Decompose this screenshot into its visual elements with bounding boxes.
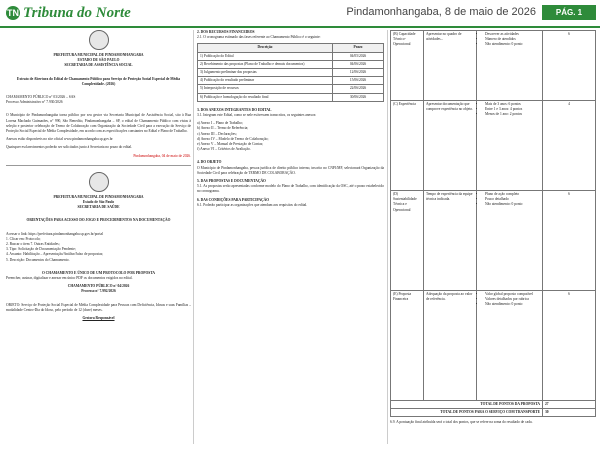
table-cell: 6) Publicação e homologação do resultado final	[198, 93, 333, 101]
column-1	[6, 30, 191, 446]
list-item: b) Anexo II – Termo de Referência;	[197, 126, 249, 131]
step: 5. Descrição: Documentos do Chamamento.	[6, 257, 70, 262]
list-item: • Não atendimento: 0 ponto	[485, 42, 540, 47]
criteria-item: (E) Proposta Financeira	[391, 291, 424, 401]
list-item: • Mais de 3 anos: 6 pontos	[485, 102, 540, 107]
table-cell: 4) Publicação do resultado preliminar	[198, 77, 333, 85]
step: 1. Clicar em: Protocolo;	[6, 236, 41, 241]
table-row	[391, 191, 596, 291]
signoff-date: Pindamonhangaba, 04 de maio de 2026.	[133, 153, 191, 158]
total-value: 27	[543, 401, 596, 409]
notice-id: CHAMAMENTO PÚBLICO n° 03/2026 – SAS	[6, 95, 76, 100]
issue-date: Pindamonhangaba, 8 de maio de 2026	[346, 6, 536, 18]
criteria-item: (C) Experiência	[391, 101, 424, 191]
paragraph: 6.1. Poderão participar as organizações que atendam aos requisitos do edital.	[197, 202, 308, 207]
process-id: Processo Administrativo n° 7.930/2026	[6, 100, 63, 105]
total-label: TOTAL DE PONTOS PARA O SERVIÇO COM TRANSPORTE	[391, 409, 543, 417]
criteria-desc: Tempo de experiência da equipe técnica indicada.	[424, 191, 477, 291]
orientation-title: ORIENTAÇÕES PARA ACESSO DO JOGO E PROCEDIMENTOS NA DOCUMENTAÇÃO	[26, 218, 171, 223]
notice-title: Extrato de Abertura do Edital de Chamamento Público para Serviço de Proteção Social Especial de Média Complexidade. (2026)	[16, 76, 181, 86]
municipal-emblem-icon	[89, 30, 109, 50]
section-heading: 2. DOS RECURSOS FINANCEIROS	[197, 30, 255, 34]
table-row	[198, 52, 384, 60]
list-item: • Número de atendidos	[485, 37, 540, 42]
criteria-desc: Apresentar no quadro de atividades...	[424, 31, 477, 101]
table-row	[391, 291, 596, 401]
list-item: • Valores detalhados por rubrica	[485, 297, 540, 302]
table-header-row	[198, 44, 384, 52]
notice-ids	[6, 95, 191, 105]
chamamento-heading: O CHAMAMENTO E ÚNICO DE UM PROTOCOLO POR PROPOSTA	[41, 270, 155, 275]
section-heading: 5. DAS PROPOSTAS E DOCUMENTAÇÃO	[197, 179, 266, 184]
logo-mark-icon: TN	[7, 8, 19, 18]
objeto-paragraph: OBJETO: Serviço de Proteção Social Especial de Média Complexidade para Pessoas com Deficiência, Idosas e suas Famílias – modalidade Centro-Dia do Idoso, pelo período de 12 (doze) meses.	[6, 302, 191, 312]
table-cell: 12/06/2026	[333, 69, 384, 77]
section-heading: 6. DAS CONDIÇÕES PARA PARTICIPAÇÃO	[197, 197, 270, 202]
org-state: Estado de São Paulo	[82, 200, 115, 205]
table-row	[391, 31, 596, 101]
org-header	[6, 53, 191, 69]
table-cell: 5) Interposição de recursos	[198, 85, 333, 93]
paragraph: O Município de Pindamonhangaba, pessoa jurídica de direito público interno, inscrito no CNPJ/MF, selecionará Organização da Sociedade Civil para celebração de TERMO DE COLABORAÇÃO.	[197, 165, 384, 175]
criteria-desc: Adequação da proposta ao valor de referência.	[424, 291, 477, 401]
notice-ids-2	[6, 284, 191, 294]
step: 4. Assunto: Habilitação – Apresentação/Análise/Juízo de propostas;	[6, 252, 104, 257]
list-item: • Plano de ação completo	[485, 192, 540, 197]
criteria-bullets	[477, 291, 543, 401]
table-row	[198, 93, 384, 101]
list-item: • Menos de 1 ano: 2 pontos	[485, 112, 540, 117]
list-item: a) Anexo I – Plano de Trabalho;	[197, 121, 243, 126]
total-row	[391, 401, 596, 409]
table-cell: 3) Julgamento preliminar das propostas	[198, 69, 333, 77]
criteria-table	[390, 30, 596, 417]
org-department: SECRETARIA DE SAÚDE	[77, 205, 120, 210]
org-header-2	[6, 195, 191, 211]
list-item: • Entre 1 e 3 anos: 4 pontos	[485, 107, 540, 112]
table-cell: 30/06/2026	[333, 93, 384, 101]
criteria-bullets	[477, 191, 543, 291]
list-item: d) Anexo IV – Modelo de Termo de Colaboração;	[197, 136, 269, 141]
page-number-badge: PÁG. 1	[542, 5, 596, 20]
table-row	[198, 85, 384, 93]
paragraph: 5.1. As propostas serão apresentadas conforme modelo do Plano de Trabalho, com identificação da OSC, até o prazo estabelecido no cronograma.	[197, 184, 384, 194]
total-value: 30	[543, 409, 596, 417]
steps-list	[6, 232, 191, 263]
list-item: • Valor global proposto compatível	[485, 292, 540, 297]
footnote: 6.9. A pontuação final atribuída será o total dos pontos, que se refere na soma do resultado de cada.	[390, 420, 533, 425]
municipal-emblem-icon	[89, 172, 109, 192]
list-item: • Não atendimento: 0 ponto	[485, 202, 540, 207]
criteria-score: 4	[543, 101, 596, 191]
paragraph: O Município de Pindamonhangaba torna público por seu gestor via Secretaria Municipal de Assistência Social, sito à Rua Lorena Machado Guimarães, n° 990, São Benedito, Pindamonhangaba – SP, o edital de Chamamento Público com vistas à seleção e posterior celebração de Termo de Colaboração com Organização da Sociedade Civil para a execução do Serviço de Proteção Social Especial de Média Complexidade, em acordo com as especificações constantes no Edital e Plano de Trabalho.	[6, 113, 191, 134]
column-divider	[193, 30, 194, 444]
list-item: c) Anexo III – Declarações;	[197, 131, 237, 136]
org-name: PREFEITURA MUNICIPAL DE PINDAMONHANGABA	[53, 194, 144, 199]
criteria-bullets	[477, 101, 543, 191]
masthead	[0, 0, 600, 28]
org-name: PREFEITURA MUNICIPAL DE PINDAMONHANGABA	[53, 53, 144, 57]
chamamento-note: Preencher, assinar, digitalizar e anexar em único PDF os documentos exigidos no edital.	[6, 276, 133, 281]
table-cell: 15/06/2026	[333, 77, 384, 85]
paragraph: Quaisquer esclarecimentos poderão ser solicitados junto à Secretaria no prazo do edital.	[6, 145, 133, 150]
section-heading: 4. DO OBJETO	[197, 160, 222, 165]
table-cell: 04/06/2026	[333, 60, 384, 68]
table-row	[198, 69, 384, 77]
org-department: SECRETARIA DE ASSISTÊNCIA SOCIAL	[64, 63, 133, 68]
criteria-score: 6	[543, 31, 596, 101]
total-row	[391, 409, 596, 417]
section-heading: 3. DOS ANEXOS INTEGRANTES DO EDITAL	[197, 107, 272, 112]
notice-id: CHAMAMENTO PÚBLICO nº 04/2026	[67, 284, 130, 289]
list-item: • Não atendimento: 0 ponto	[485, 302, 540, 307]
criteria-bullets	[477, 31, 543, 101]
paragraph: 2.1. O cronograma estimado das fases referente ao Chamamento Público é o seguinte:	[197, 35, 321, 40]
list-item: f) Anexo VI – Critérios de Avaliação.	[197, 147, 251, 152]
process-id: Processo nº 7.992/2026	[81, 289, 116, 294]
paragraph: 3.1. Integram este Edital, como se nele estivessem transcritos, os seguintes anexos:	[197, 113, 317, 118]
table-row	[198, 77, 384, 85]
signature-label: Gestora Responsável	[82, 316, 115, 321]
list-item: e) Anexo V – Manual de Prestação de Contas;	[197, 142, 264, 147]
table-cell: 22/06/2026	[333, 85, 384, 93]
criteria-item: (D) Sustentabilidade Técnica e Operacional	[391, 191, 424, 291]
column-divider	[387, 30, 388, 444]
column-2	[197, 30, 384, 446]
step: 2. Buscar o item 7. Outras Entidades;	[6, 242, 60, 247]
logo	[6, 3, 131, 23]
step: 3. Tipo: Solicitação de Documentação Pendente;	[6, 247, 76, 252]
table-row	[391, 101, 596, 191]
list-item: • Pouco detalhado	[485, 197, 540, 202]
column-3	[390, 30, 596, 446]
list-item: • Descrever as atividades	[485, 32, 540, 37]
paragraph: Anexos estão disponíveis no site oficial www.pindamonhangaba.sp.gov.br	[6, 137, 113, 142]
step: Acessar o link: https://prefeitura.pindamonhangaba.sp.gov.br/portal	[6, 231, 104, 236]
table-header-cell: Prazo	[333, 44, 384, 52]
org-state: ESTADO DE SÃO PAULO	[77, 58, 120, 63]
table-cell: 1) Publicação do Edital	[198, 52, 333, 60]
table-header-cell: Descrição	[198, 44, 333, 52]
table-row	[198, 60, 384, 68]
section-divider	[6, 165, 191, 166]
logo-text: Tribuna do Norte	[23, 4, 131, 21]
annex-list	[197, 121, 384, 152]
schedule-table	[197, 43, 384, 101]
criteria-score: 6	[543, 191, 596, 291]
criteria-desc: Apresentar documentação que comprove experiência no objeto.	[424, 101, 477, 191]
criteria-score: 6	[543, 291, 596, 401]
total-label: TOTAL DE PONTOS DA PROPOSTA	[391, 401, 543, 409]
table-cell: 2) Recebimento das propostas (Plano de Trabalho e demais documentos)	[198, 60, 333, 68]
table-cell: 04/05/2026	[333, 52, 384, 60]
criteria-item: (B) Capacidade Técnico-Operacional	[391, 31, 424, 101]
